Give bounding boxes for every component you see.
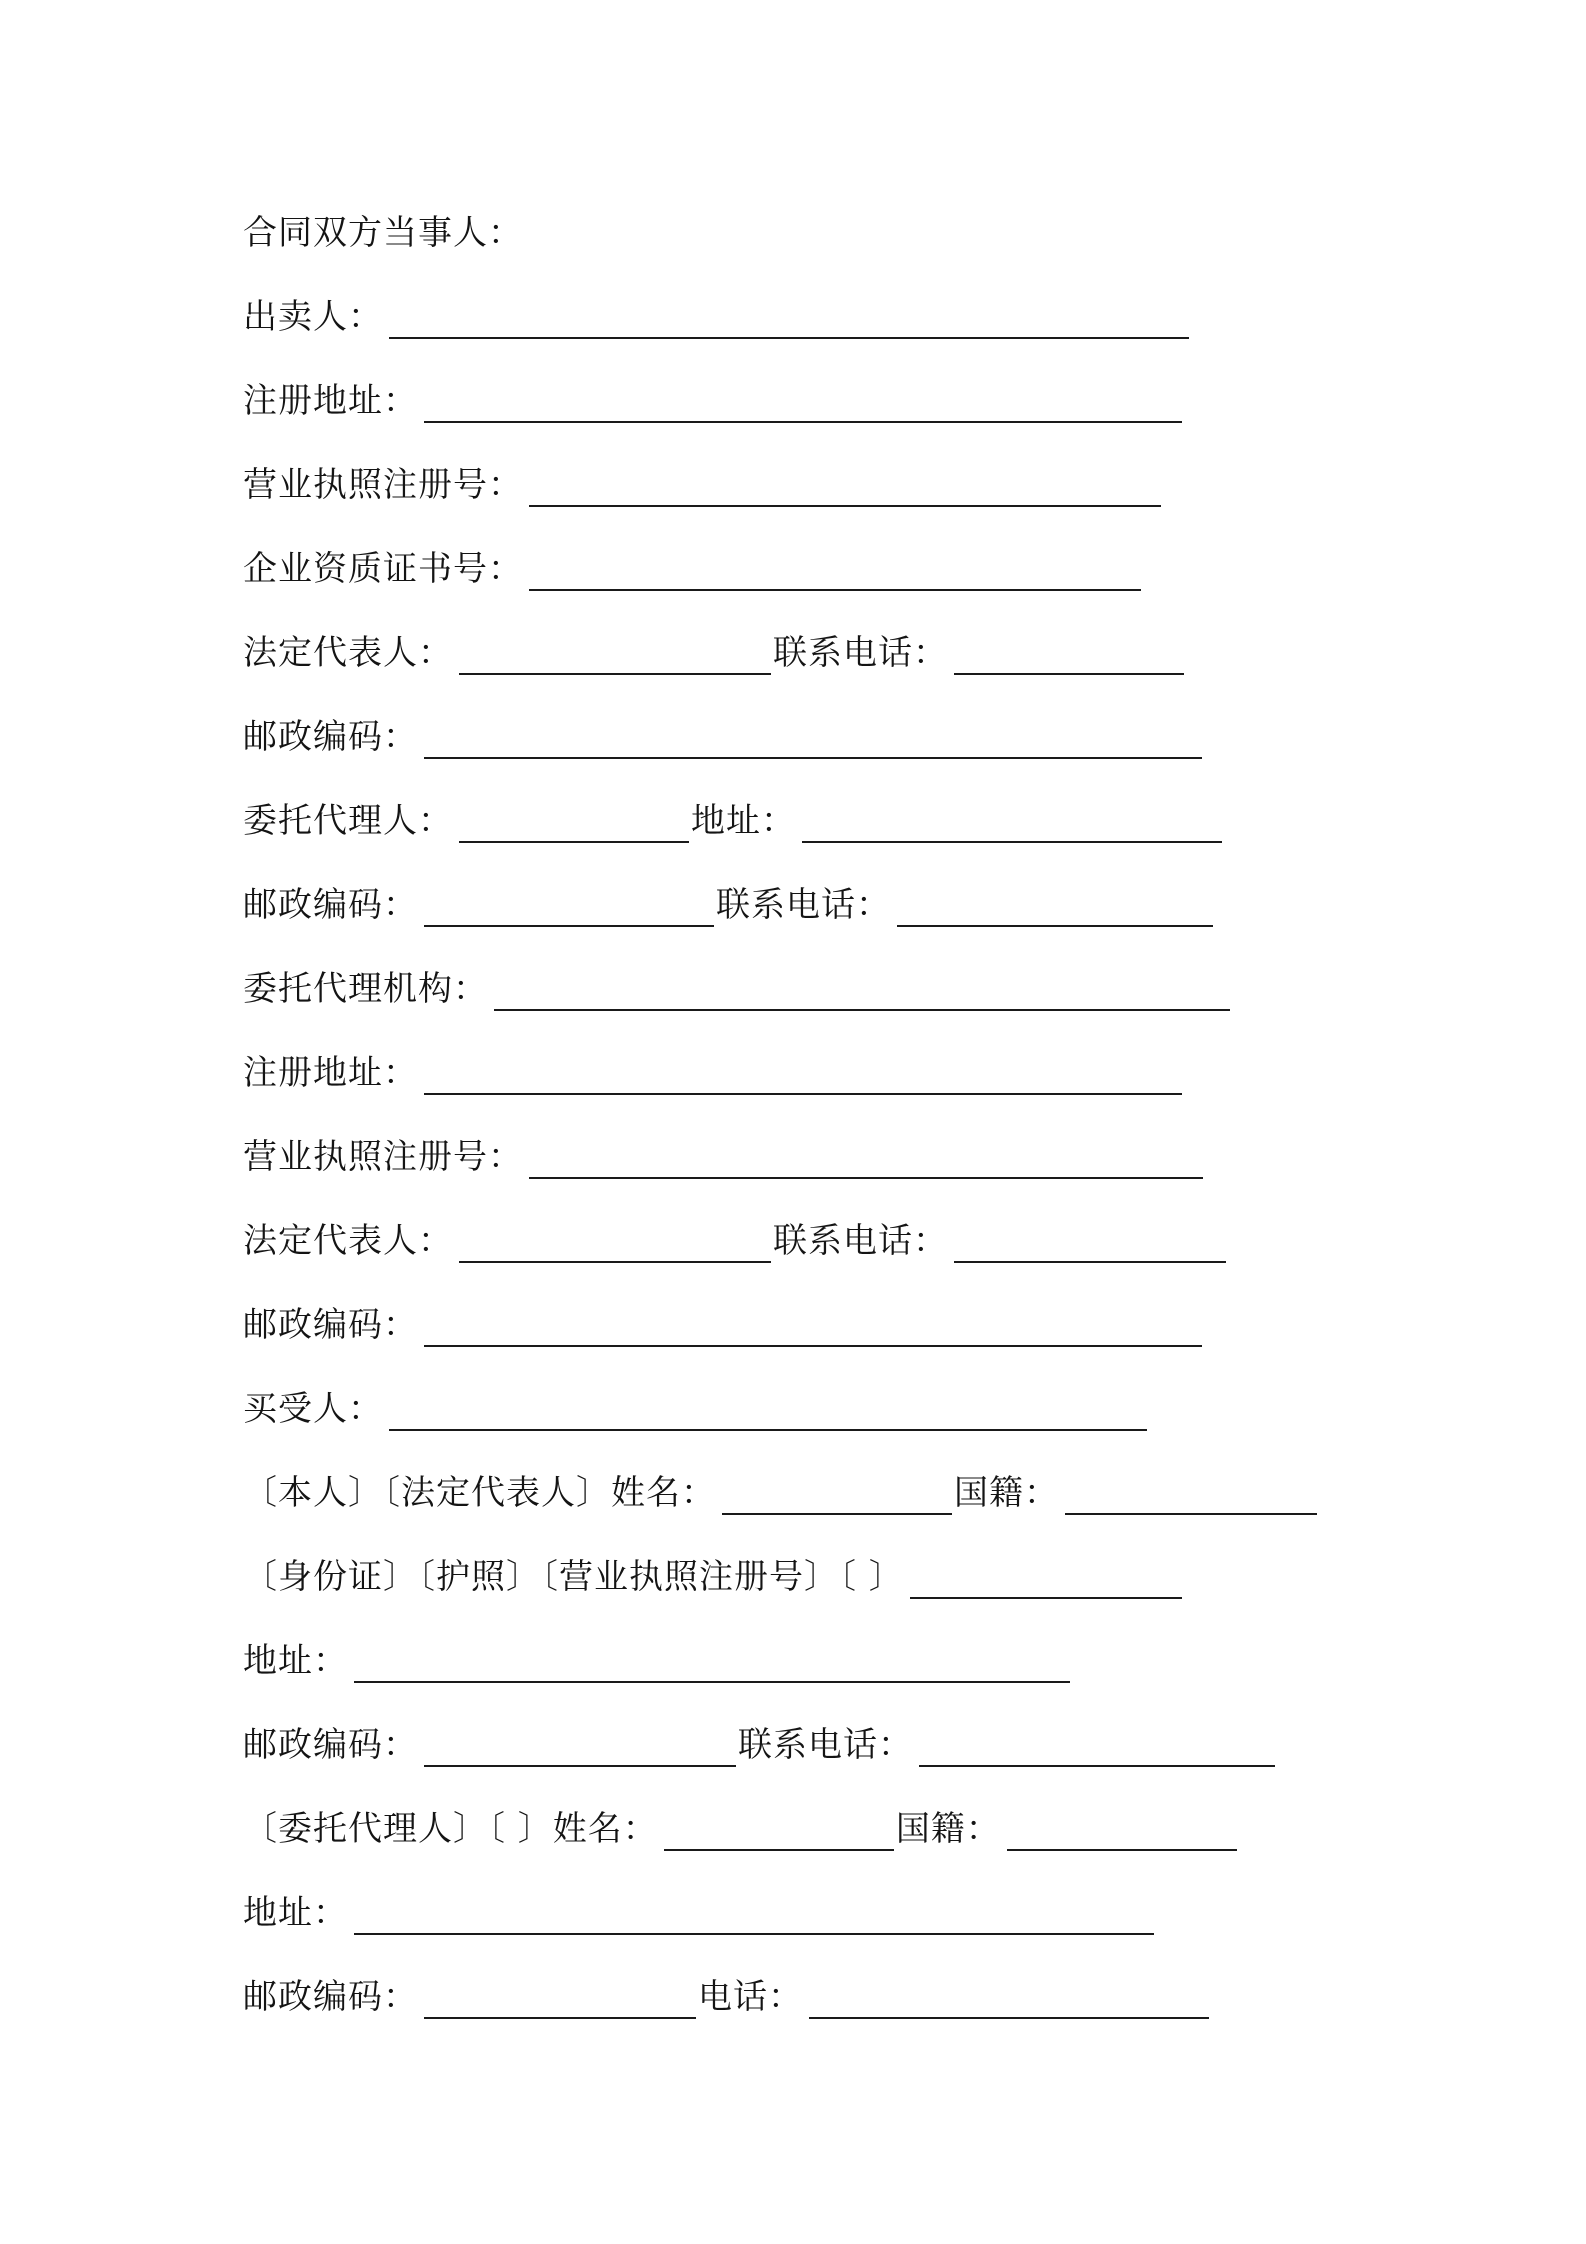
- seller-phone-label: 联系电话：: [773, 633, 948, 673]
- seller-label: 出卖人：: [243, 297, 383, 337]
- seller-license-line: [243, 457, 1163, 507]
- seller-legal-rep-label: 法定代表人：: [243, 633, 453, 673]
- buyer-agent-contact-line: [243, 1969, 1211, 2019]
- seller-agent-line: [243, 793, 1224, 843]
- page-heading: 合同双方当事人：: [243, 213, 523, 253]
- seller-reg-address-line: [243, 373, 1184, 423]
- seller-agent-phone-label: 联系电话：: [716, 885, 891, 925]
- buyer-id-type-line: [243, 1549, 1184, 1599]
- agency-phone-blank[interactable]: [954, 1221, 1226, 1263]
- heading-line: [243, 205, 523, 255]
- seller-license-label: 营业执照注册号：: [243, 465, 523, 505]
- seller-legal-rep-blank[interactable]: [459, 633, 771, 675]
- buyer-identity-name-blank[interactable]: [722, 1473, 952, 1515]
- agency-name-blank[interactable]: [494, 969, 1230, 1011]
- buyer-agent-phone-label: 电话：: [698, 1977, 803, 2017]
- buyer-agent-postcode-label: 邮政编码：: [243, 1977, 418, 2017]
- agency-phone-label: 联系电话：: [773, 1221, 948, 1261]
- buyer-name-blank[interactable]: [389, 1389, 1147, 1431]
- seller-phone-blank[interactable]: [954, 633, 1184, 675]
- agency-line: [243, 961, 1232, 1011]
- agency-label: 委托代理机构：: [243, 969, 488, 1009]
- buyer-nationality-blank[interactable]: [1065, 1473, 1317, 1515]
- seller-agent-phone-blank[interactable]: [897, 885, 1213, 927]
- agency-reg-address-label: 注册地址：: [243, 1053, 418, 1093]
- buyer-phone-label: 联系电话：: [738, 1725, 913, 1765]
- seller-agent-postcode-blank[interactable]: [424, 885, 714, 927]
- seller-agent-address-label: 地址：: [691, 801, 796, 841]
- agency-postcode-blank[interactable]: [424, 1305, 1202, 1347]
- seller-postcode-line: [243, 709, 1204, 759]
- agency-legal-rep-label: 法定代表人：: [243, 1221, 453, 1261]
- buyer-agent-nationality-blank[interactable]: [1007, 1809, 1237, 1851]
- buyer-line: [243, 1381, 1149, 1431]
- agency-license-label: 营业执照注册号：: [243, 1137, 523, 1177]
- buyer-agent-address-label: 地址：: [243, 1893, 348, 1933]
- agency-legal-rep-blank[interactable]: [459, 1221, 771, 1263]
- agency-legal-rep-line: [243, 1213, 1228, 1263]
- buyer-agent-name-blank[interactable]: [664, 1809, 894, 1851]
- seller-qualification-blank[interactable]: [529, 549, 1141, 591]
- buyer-label: 买受人：: [243, 1389, 383, 1429]
- agency-reg-address-blank[interactable]: [424, 1053, 1182, 1095]
- buyer-address-label: 地址：: [243, 1641, 348, 1681]
- agency-license-line: [243, 1129, 1205, 1179]
- buyer-identity-line: [243, 1465, 1319, 1515]
- buyer-agent-name-label: 〔委托代理人〕〔 〕姓名：: [243, 1809, 658, 1849]
- seller-postcode-label: 邮政编码：: [243, 717, 418, 757]
- buyer-agent-phone-blank[interactable]: [809, 1977, 1209, 2019]
- buyer-agent-address-line: [243, 1885, 1156, 1935]
- agency-postcode-label: 邮政编码：: [243, 1305, 418, 1345]
- buyer-nationality-label: 国籍：: [954, 1473, 1059, 1513]
- seller-agent-address-blank[interactable]: [802, 801, 1222, 843]
- buyer-agent-postcode-blank[interactable]: [424, 1977, 696, 2019]
- buyer-contact-line: [243, 1717, 1277, 1767]
- agency-license-blank[interactable]: [529, 1137, 1203, 1179]
- seller-line: [243, 289, 1191, 339]
- agency-postcode-line: [243, 1297, 1204, 1347]
- buyer-agent-line: [243, 1801, 1239, 1851]
- seller-license-blank[interactable]: [529, 465, 1161, 507]
- buyer-address-blank[interactable]: [354, 1641, 1070, 1683]
- seller-agent-label: 委托代理人：: [243, 801, 453, 841]
- seller-agent-postcode-label: 邮政编码：: [243, 885, 418, 925]
- seller-qualification-label: 企业资质证书号：: [243, 549, 523, 589]
- agency-reg-address-line: [243, 1045, 1184, 1095]
- buyer-agent-address-blank[interactable]: [354, 1893, 1154, 1935]
- buyer-agent-nationality-label: 国籍：: [895, 1809, 1001, 1849]
- seller-qualification-line: [243, 541, 1143, 591]
- seller-reg-address-blank[interactable]: [424, 381, 1182, 423]
- buyer-postcode-blank[interactable]: [424, 1725, 736, 1767]
- buyer-id-type-label: 〔身份证〕〔护照〕〔营业执照注册号〕〔 〕: [243, 1557, 904, 1597]
- seller-agent-blank[interactable]: [459, 801, 689, 843]
- seller-agent-contact-line: [243, 877, 1215, 927]
- buyer-identity-name-label: 〔本人〕〔法定代表人〕姓名：: [243, 1473, 716, 1513]
- buyer-postcode-label: 邮政编码：: [243, 1725, 418, 1765]
- seller-reg-address-label: 注册地址：: [243, 381, 418, 421]
- buyer-address-line: [243, 1633, 1072, 1683]
- seller-legal-rep-line: [243, 625, 1186, 675]
- buyer-id-number-blank[interactable]: [910, 1557, 1182, 1599]
- seller-name-blank[interactable]: [389, 297, 1189, 339]
- seller-postcode-blank[interactable]: [424, 717, 1202, 759]
- buyer-phone-blank[interactable]: [919, 1725, 1275, 1767]
